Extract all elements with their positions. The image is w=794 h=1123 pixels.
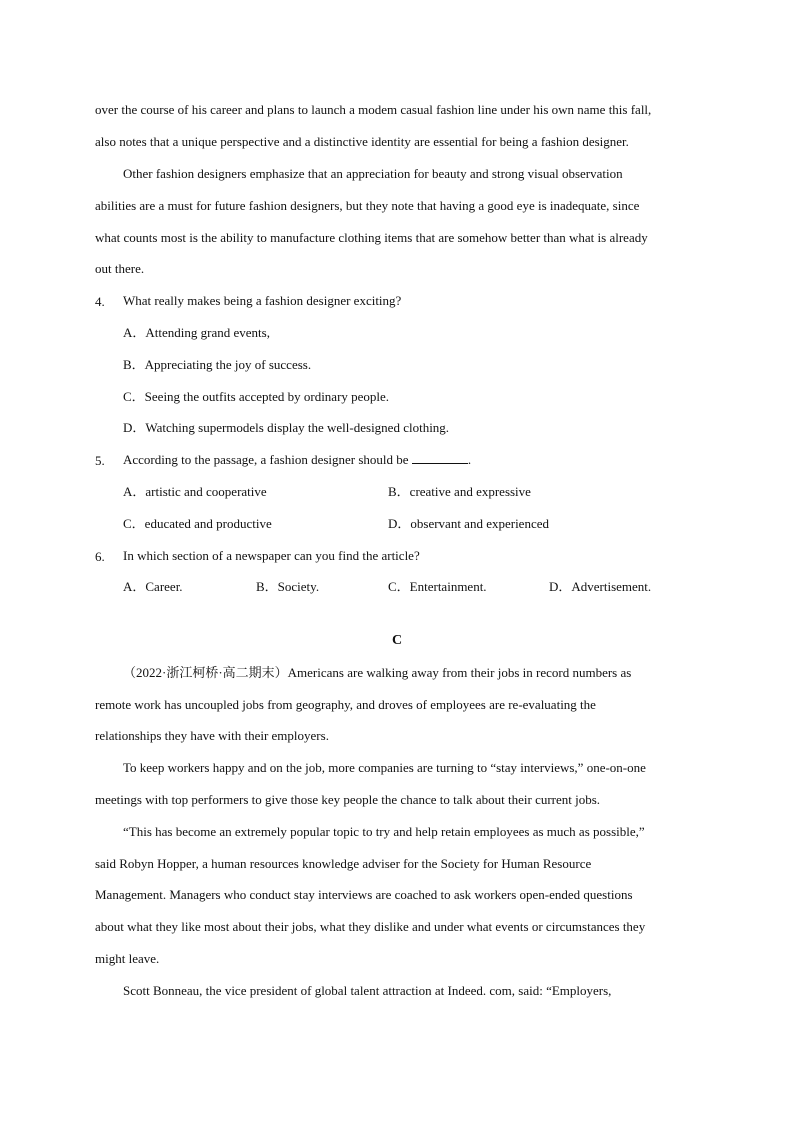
passage-line: “This has become an extremely popular topic to try and help retain employees as much as possible,” [123, 824, 645, 839]
question-number: 6. [95, 549, 105, 564]
question-text [123, 451, 471, 469]
answer-option[interactable]: B．creative and expressive [388, 484, 531, 499]
question-number: 5. [95, 453, 105, 468]
answer-option[interactable]: C．Entertainment. [388, 579, 487, 594]
question-period: . [467, 452, 472, 467]
passage-line: Other fashion designers emphasize that an appreciation for beauty and strong visual observation [123, 166, 623, 181]
passage-line: abilities are a must for future fashion designers, but they note that having a good eye is inadequate, since [95, 198, 640, 213]
passage-line: also notes that a unique perspective and a distinctive identity are essential for being a fashion designer. [95, 134, 629, 149]
question-number: 4. [95, 294, 105, 309]
answer-option[interactable]: D．observant and experienced [388, 516, 549, 531]
passage-line: （2022·浙江柯桥·高二期末）Americans are walking away from their jobs in record numbers as [123, 665, 632, 680]
question-text: In which section of a newspaper can you find the article? [123, 548, 420, 563]
answer-option[interactable]: B．Appreciating the joy of success. [123, 357, 312, 372]
answer-option[interactable]: A．artistic and cooperative [123, 484, 267, 499]
passage-line: about what they like most about their jobs, what they dislike and under what events or circumstances they [95, 919, 646, 934]
answer-blank [412, 451, 468, 464]
passage-line: what counts most is the ability to manufacture clothing items that are somehow better than what is already [95, 230, 648, 245]
passage-line: might leave. [95, 951, 160, 966]
answer-option[interactable]: C．educated and productive [123, 516, 272, 531]
answer-option[interactable]: D．Advertisement. [549, 579, 652, 594]
answer-option[interactable]: D．Watching supermodels display the well-designed clothing. [123, 420, 450, 435]
passage-line: out there. [95, 261, 145, 276]
passage-line: remote work has uncoupled jobs from geography, and droves of employees are re-evaluating the [95, 697, 596, 712]
passage-line: Scott Bonneau, the vice president of global talent attraction at Indeed. com, said: “Employers, [123, 983, 612, 998]
passage-line: relationships they have with their employers. [95, 728, 329, 743]
answer-option[interactable]: C．Seeing the outfits accepted by ordinary people. [123, 389, 390, 404]
answer-option[interactable]: B．Society. [256, 579, 320, 594]
passage-line: over the course of his career and plans to launch a modem casual fashion line under his own name this fall, [95, 102, 652, 117]
passage-line: said Robyn Hopper, a human resources knowledge adviser for the Society for Human Resource [95, 856, 592, 871]
section-heading: C [391, 633, 403, 648]
passage-line: Management. Managers who conduct stay interviews are coached to ask workers open-ended questions [95, 887, 633, 902]
passage-line: meetings with top performers to give those key people the chance to talk about their current jobs. [95, 792, 601, 807]
question-text: What really makes being a fashion designer exciting? [123, 293, 402, 308]
passage-line: To keep workers happy and on the job, more companies are turning to “stay interviews,” one-on-one [123, 760, 646, 775]
answer-option[interactable]: A．Attending grand events, [123, 325, 270, 340]
answer-option[interactable]: A．Career. [123, 579, 183, 594]
question-stem: According to the passage, a fashion designer should be [123, 452, 409, 467]
